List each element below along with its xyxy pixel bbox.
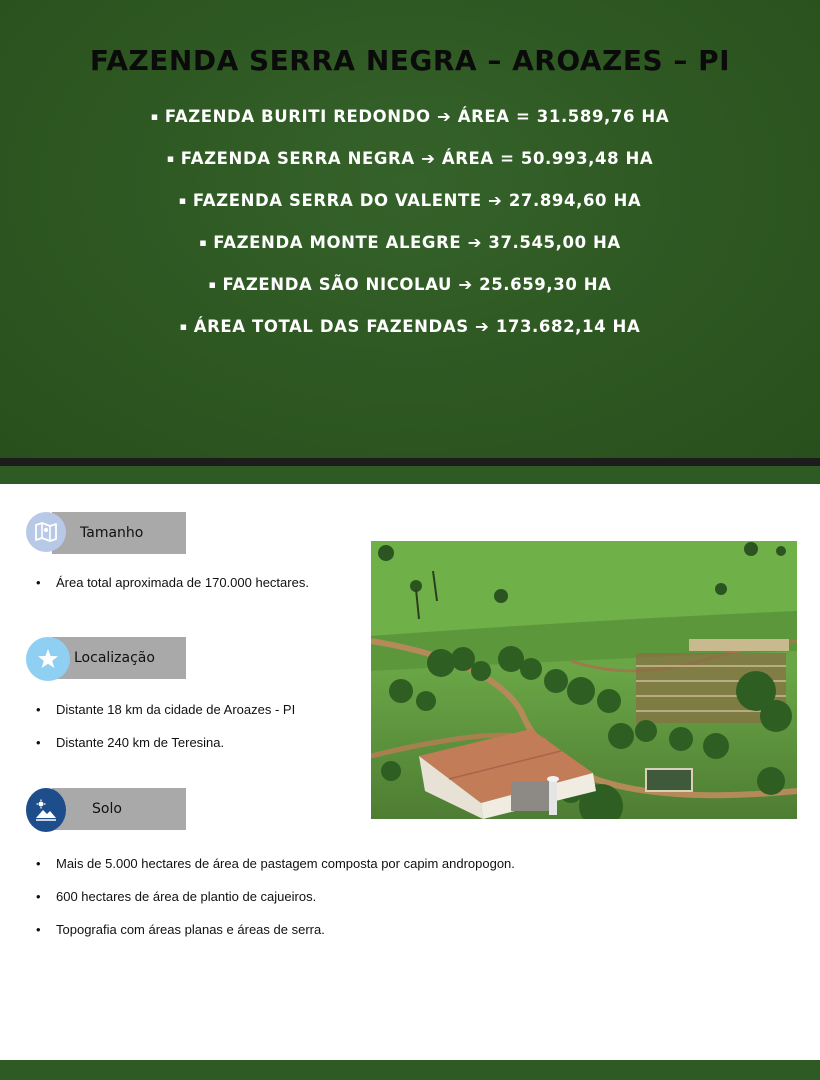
list-item: • 600 hectares de área de plantio de cajueiros. xyxy=(36,888,515,921)
slide-divider xyxy=(0,458,820,466)
location-star-icon xyxy=(26,637,70,681)
farm-aerial-photo xyxy=(371,541,797,819)
section-title: Localização xyxy=(52,637,186,679)
list-item: • Distante 18 km da cidade de Aroazes - PI xyxy=(36,701,295,734)
farm-area-item: ▪ FAZENDA SERRA DO VALENTE ➔ 27.894,60 HA xyxy=(178,191,642,210)
map-icon xyxy=(26,512,66,552)
square-bullet-icon: ▪ xyxy=(199,236,208,249)
square-bullet-icon: ▪ xyxy=(150,110,159,123)
section-title: Solo xyxy=(52,788,186,830)
slide-title: FAZENDA SERRA NEGRA – AROAZES – PI xyxy=(89,44,731,77)
square-bullet-icon: ▪ xyxy=(208,278,217,291)
square-bullet-icon: ▪ xyxy=(166,152,175,165)
summary-slide xyxy=(0,0,820,458)
tamanho-list xyxy=(36,574,309,607)
list-item: • Área total aproximada de 170.000 hectares. xyxy=(36,574,309,607)
header-band xyxy=(0,466,820,484)
square-bullet-icon: ▪ xyxy=(178,194,187,207)
footer-band xyxy=(0,1060,820,1080)
list-item: • Distante 240 km de Teresina. xyxy=(36,734,295,767)
square-bullet-icon: ▪ xyxy=(179,320,188,333)
farm-area-item: ▪ FAZENDA SÃO NICOLAU ➔ 25.659,30 HA xyxy=(208,275,612,294)
list-item: • Topografia com áreas planas e áreas de serra. xyxy=(36,921,515,954)
localizacao-list xyxy=(36,701,295,767)
farm-area-item: ▪ FAZENDA BURITI REDONDO ➔ ÁREA = 31.589,76 HA xyxy=(150,107,670,126)
details-slide xyxy=(0,484,820,1060)
section-title: Tamanho xyxy=(52,512,186,554)
landscape-icon xyxy=(26,788,66,832)
list-item: • Mais de 5.000 hectares de área de pastagem composta por capim andropogon. xyxy=(36,855,515,888)
farm-area-list xyxy=(0,106,820,358)
farm-area-item: ▪ FAZENDA SERRA NEGRA ➔ ÁREA = 50.993,48 HA xyxy=(166,149,654,168)
solo-list xyxy=(36,855,515,954)
farm-area-item: ▪ FAZENDA MONTE ALEGRE ➔ 37.545,00 HA xyxy=(199,233,621,252)
farm-area-total: ▪ ÁREA TOTAL DAS FAZENDAS ➔ 173.682,14 HA xyxy=(179,317,641,336)
